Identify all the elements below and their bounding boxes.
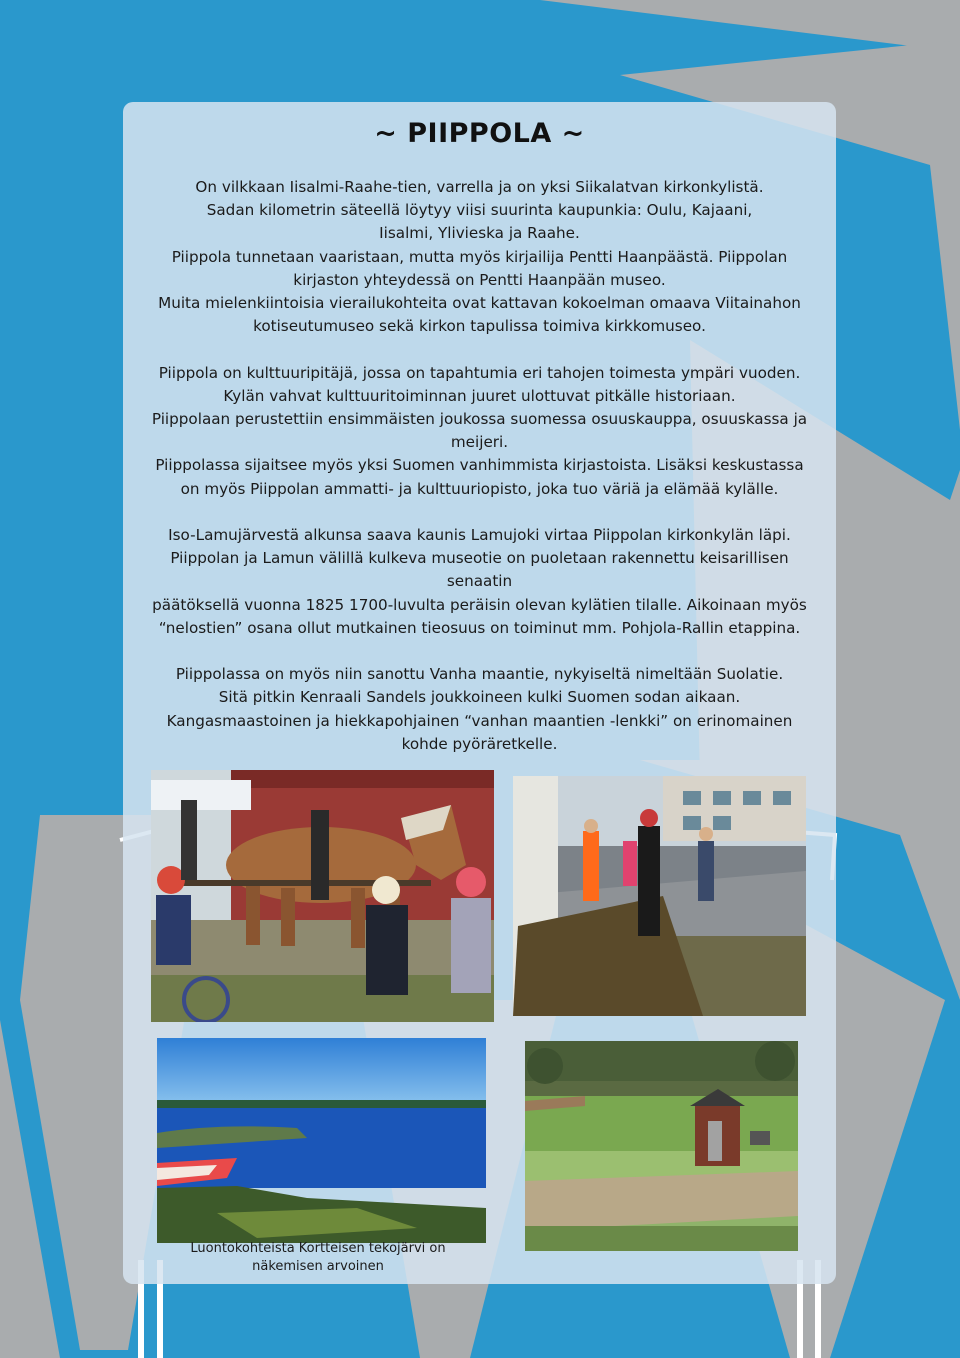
photo-horse-event	[151, 770, 494, 1022]
paragraph-culture	[138, 362, 821, 501]
photo-roadside-cleanup	[513, 776, 806, 1016]
text-line: on myös Piippolan ammatti- ja kulttuuriopisto, joka tuo väriä ja elämää kylälle.	[180, 479, 779, 498]
text-line: Kylän vahvat kulttuuritoiminnan juuret ulottuvat pitkälle historiaan.	[223, 386, 736, 405]
text-line: “nelostien” osana ollut mutkainen tieosuus on toiminut mm. Pohjola-Rallin etappina.	[158, 618, 801, 637]
photo-caption	[176, 1240, 460, 1276]
photo-field-hut	[525, 1041, 798, 1251]
text-line: On vilkkaan Iisalmi-Raahe-tien, varrella ja on yksi Siikalatvan kirkonkylistä.	[195, 178, 764, 196]
text-line: kirjaston yhteydessä on Pentti Haanpään museo.	[293, 270, 666, 289]
text-line: Kangasmaastoinen ja hiekkapohjainen “vanhan maantien -lenkki” on erinomainen	[166, 711, 793, 730]
text-line: Sitä pitkin Kenraali Sandels joukkoineen kulki Suomen sodan aikaan.	[218, 688, 741, 707]
text-line: kohde pyöräretkelle.	[401, 734, 558, 753]
text-line: Piippolassa sijaitsee myös yksi Suomen vanhimmista kirjastoista. Lisäksi keskustassa	[155, 456, 804, 475]
paragraph-intro	[138, 176, 821, 338]
text-line: Sadan kilometrin säteellä löytyy viisi suurinta kaupunkia: Oulu, Kajaani,	[206, 201, 753, 220]
text-line: senaatin	[446, 572, 513, 591]
text-line: kotiseutumuseo sekä kirkon tapulissa toimiva kirkkomuseo.	[253, 317, 706, 336]
text-line: Piippola on kulttuuripitäjä, jossa on tapahtumia eri tahojen toimesta ympäri vuoden.	[158, 363, 801, 382]
caption-line: Luontokohteista Kortteisen tekojärvi on	[190, 1241, 446, 1256]
article-body	[138, 176, 821, 779]
caption-line: näkemisen arvoinen	[252, 1259, 384, 1274]
text-line: Piippola tunnetaan vaaristaan, mutta myös kirjailija Pentti Haanpäästä. Piippolan	[171, 247, 788, 266]
text-line: Piippolan ja Lamun välillä kulkeva museotie on puoletaan rakennettu keisarillisen	[170, 549, 789, 568]
text-line: Piippolaan perustettiin ensimmäisten joukossa suomessa osuuskauppa, osuuskassa ja	[151, 410, 808, 429]
text-line: Iisalmi, Ylivieska ja Raahe.	[379, 224, 580, 243]
paragraph-suolatie	[138, 663, 821, 756]
text-line: Muita mielenkiintoisia vierailukohteita ovat kattavan kokoelman omaava Viitainahon	[158, 294, 801, 313]
text-line: Iso-Lamujärvestä alkunsa saava kaunis Lamujoki virtaa Piippolan kirkonkylän läpi.	[168, 526, 791, 545]
photo-lake	[157, 1038, 486, 1243]
paragraph-lamujoki	[138, 524, 821, 640]
text-line: päätöksellä vuonna 1825 1700-luvulta peräisin olevan kylätien tilalle. Aikoinaan myös	[152, 595, 807, 614]
page-title: ~ PIIPPOLA ~	[374, 118, 585, 149]
text-line: Piippolassa on myös niin sanottu Vanha maantie, nykyiseltä nimeltään Suolatie.	[175, 665, 784, 684]
text-line: meijeri.	[450, 433, 509, 452]
